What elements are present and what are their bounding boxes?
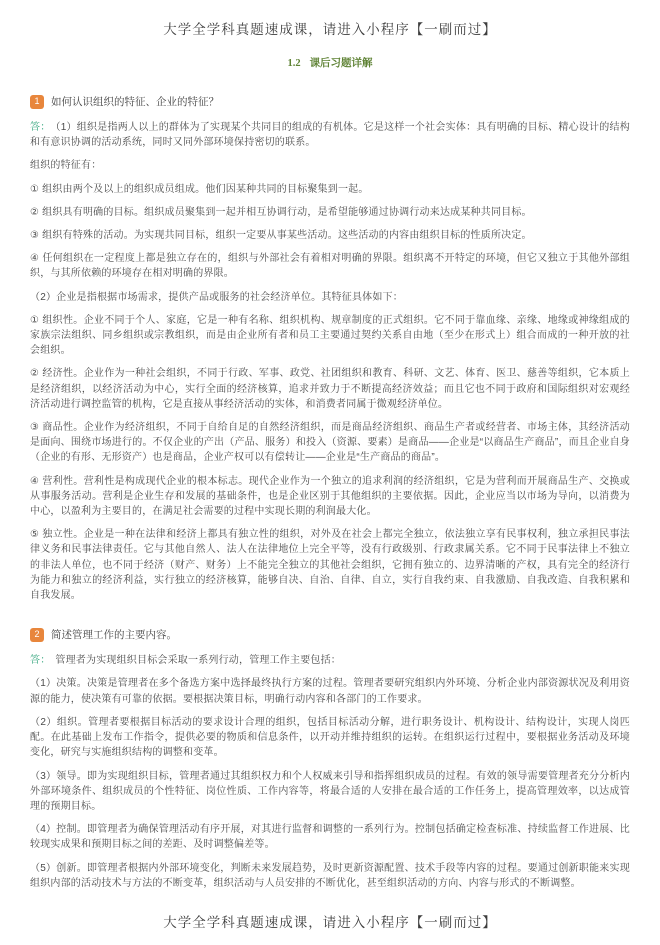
- answer-paragraph: [30, 120, 630, 150]
- footer-banner: 大学全学科真题速成课，请进入小程序【一刷而过】: [163, 914, 497, 930]
- answer-paragraph: [30, 653, 630, 668]
- answer-paragraph: ③ 商品性。企业作为经济组织，不同于自给自足的自然经济组织，而是商品经济组织、商品生产者或经营者、市场主体，其经济活动是面向、围绕市场进行的。不仅企业的产出（产品、服务）和投入（资源、要素）是商品——企业是“以商品生产商品”，而且企业自身（企业的有形、无形资产）也是商品，企业产权可以有偿转让——企业是“生产商品的商品”。: [30, 422, 630, 464]
- answer-paragraph: （4）控制。即管理者为确保管理活动有序开展，对其进行监督和调整的一系列行为。控制包括确定检查标准、持续监督工作进展、比较现实成果和预期目标之间的差距、及时调整偏差等。: [30, 824, 630, 851]
- answer-paragraph: （3）领导。即为实现组织目标，管理者通过其组织权力和个人权威来引导和指挥组织成员的过程。有效的领导需要管理者充分分析内外部环境条件、组织成员的个性特征、岗位性质、工作内容等，将最合适的人安排在最合适的工作任务上，提高管理效率，以达成管理的预期目标。: [30, 770, 630, 812]
- answer-paragraph: （2）企业是指根据市场需求，提供产品或服务的社会经济单位。其特征具体如下：: [30, 291, 403, 303]
- answer-text: （1）组织是指两人以上的群体为了实现某个共同目的组成的有机体。它是这样一个社会实体：具有明确的目标、精心设计的结构和有意识协调的活动系统，同时又同外部环境保持密切的联系。: [30, 122, 630, 149]
- section-number: 1.2: [287, 58, 301, 69]
- section-heading: 课后习题详解: [309, 57, 373, 69]
- question-2-line: [30, 627, 630, 642]
- answer-paragraph: （5）创新。即管理者根据内外部环境变化，判断未来发展趋势，及时更新资源配置、技术手段等内容的过程。要通过创新职能来实现组织内部的活动技术与方法的不断变革，组织活动与人员安排的不断优化，甚至组织活动的方向、内容与形式的不断调整。: [30, 862, 630, 889]
- answer-paragraph: ③ 组织有特殊的活动。为实现共同目标，组织一定要从事某些活动。这些活动的内容由组织目标的性质所决定。: [30, 230, 532, 242]
- answer-paragraph: ② 组织具有明确的目标。组织成员聚集到一起并相互协调行动，是希望能够通过协调行动来达成某种共同目标。: [30, 206, 532, 218]
- answer-paragraph: ① 组织性。企业不同于个人、家庭，它是一种有名称、组织机构、规章制度的正式组织。它不同于靠血缘、亲缘、地缘或神缘组成的家族宗法组织、同乡组织或宗教组织，而是由企业所有者和员工主要通过契约关系自由地（至少在形式上）组合而成的一种开放的社会组织。: [30, 314, 630, 357]
- answer-paragraph: ⑤ 独立性。企业是一种在法律和经济上都具有独立性的组织，对外及在社会上都完全独立，依法独立享有民事权利，独立承担民事法律义务和民事法律责任。它与其他自然人、法人在法律地位上完全平等，没有行政级别、行政隶属关系。它不同于民事法律上不独立的非法人单位，也不同于经济（财产、财务）上不能完全独立的其他社会组织，它拥有独立的、边界清晰的产权，具有完全的经济行为能力和独立的经济利益，实行独立的经济核算，能够自决、自治、自律、自立，实行自我约束、自我激励、自我改造、自我积累和自我发展。: [30, 529, 630, 602]
- answer-paragraph: ① 组织由两个及以上的组织成员组成。他们因某种共同的目标聚集到一起。: [30, 183, 369, 195]
- answer-label: 答：: [30, 655, 51, 667]
- question-number-badge: 1: [30, 95, 44, 109]
- answer-paragraph: ④ 营利性。营利性是构成现代企业的根本标志。现代企业作为一个独立的追求利润的经济组织，它是为营利而开展商品生产、交换或从事服务活动。营利是企业生存和发展的基础条件，也是企业区别于其他组织的主要依据。因此，企业应当以市场为导向，以消费为中心，以盈利为主要目的，在满足社会需要的过程中实现长期的利润最大化。: [30, 475, 630, 518]
- question-1-line: [30, 94, 630, 109]
- answer-text: 管理者为实现组织目标会采取一系列行动，管理工作主要包括：: [55, 655, 342, 667]
- answer-label: 答：: [30, 122, 51, 133]
- question-number-badge: 2: [30, 628, 44, 642]
- section-title: [30, 55, 630, 70]
- question-text: 如何认识组织的特征、企业的特征？: [51, 96, 219, 108]
- answer-paragraph: 组织的特征有：: [30, 160, 102, 172]
- answer-paragraph: （1）决策。决策是管理者在多个备选方案中选择最终执行方案的过程。管理者要研究组织内外环境、分析企业内部资源状况及利用资源的能力，使决策有可靠的依据。要根据决策目标，明确行动内容和各部门的工作要求。: [30, 678, 630, 705]
- question-block-1: [30, 94, 630, 603]
- answer-paragraph: （2）组织。管理者要根据目标活动的要求设计合理的组织，包括目标活动分解，进行职务设计、机构设计、结构设计，实现人岗匹配。在此基础上发布工作指令，提供必要的物质和信息条件，以开动并维持组织的运转。在组织运行过程中，要根据业务活动及环境变化，研究与实施组织结构的调整和变革。: [30, 716, 630, 759]
- answer-paragraph: ② 经济性。企业作为一种社会组织，不同于行政、军事、政党、社团组织和教育、科研、文艺、体育、医卫、慈善等组织，它本质上是经济组织，以经济活动为中心，实行全面的经济核算，追求并致力于不断提高经济效益；而且它也不同于政府和国际组织对宏观经济活动进行调控监管的机构，它是直接从事经济活动的实体，和消费者同属于微观经济单位。: [30, 368, 630, 410]
- answer-paragraph: ④ 任何组织在一定程度上都是独立存在的，组织与外部社会有着相对明确的界限。组织离不开特定的环境，但它又独立于其他外部组织，与其所依赖的环境存在相对明确的界限。: [30, 253, 630, 280]
- header-banner: 大学全学科真题速成课，请进入小程序【一刷而过】: [163, 22, 497, 37]
- question-text: 简述管理工作的主要内容。: [51, 629, 177, 642]
- question-block-2: [30, 627, 630, 891]
